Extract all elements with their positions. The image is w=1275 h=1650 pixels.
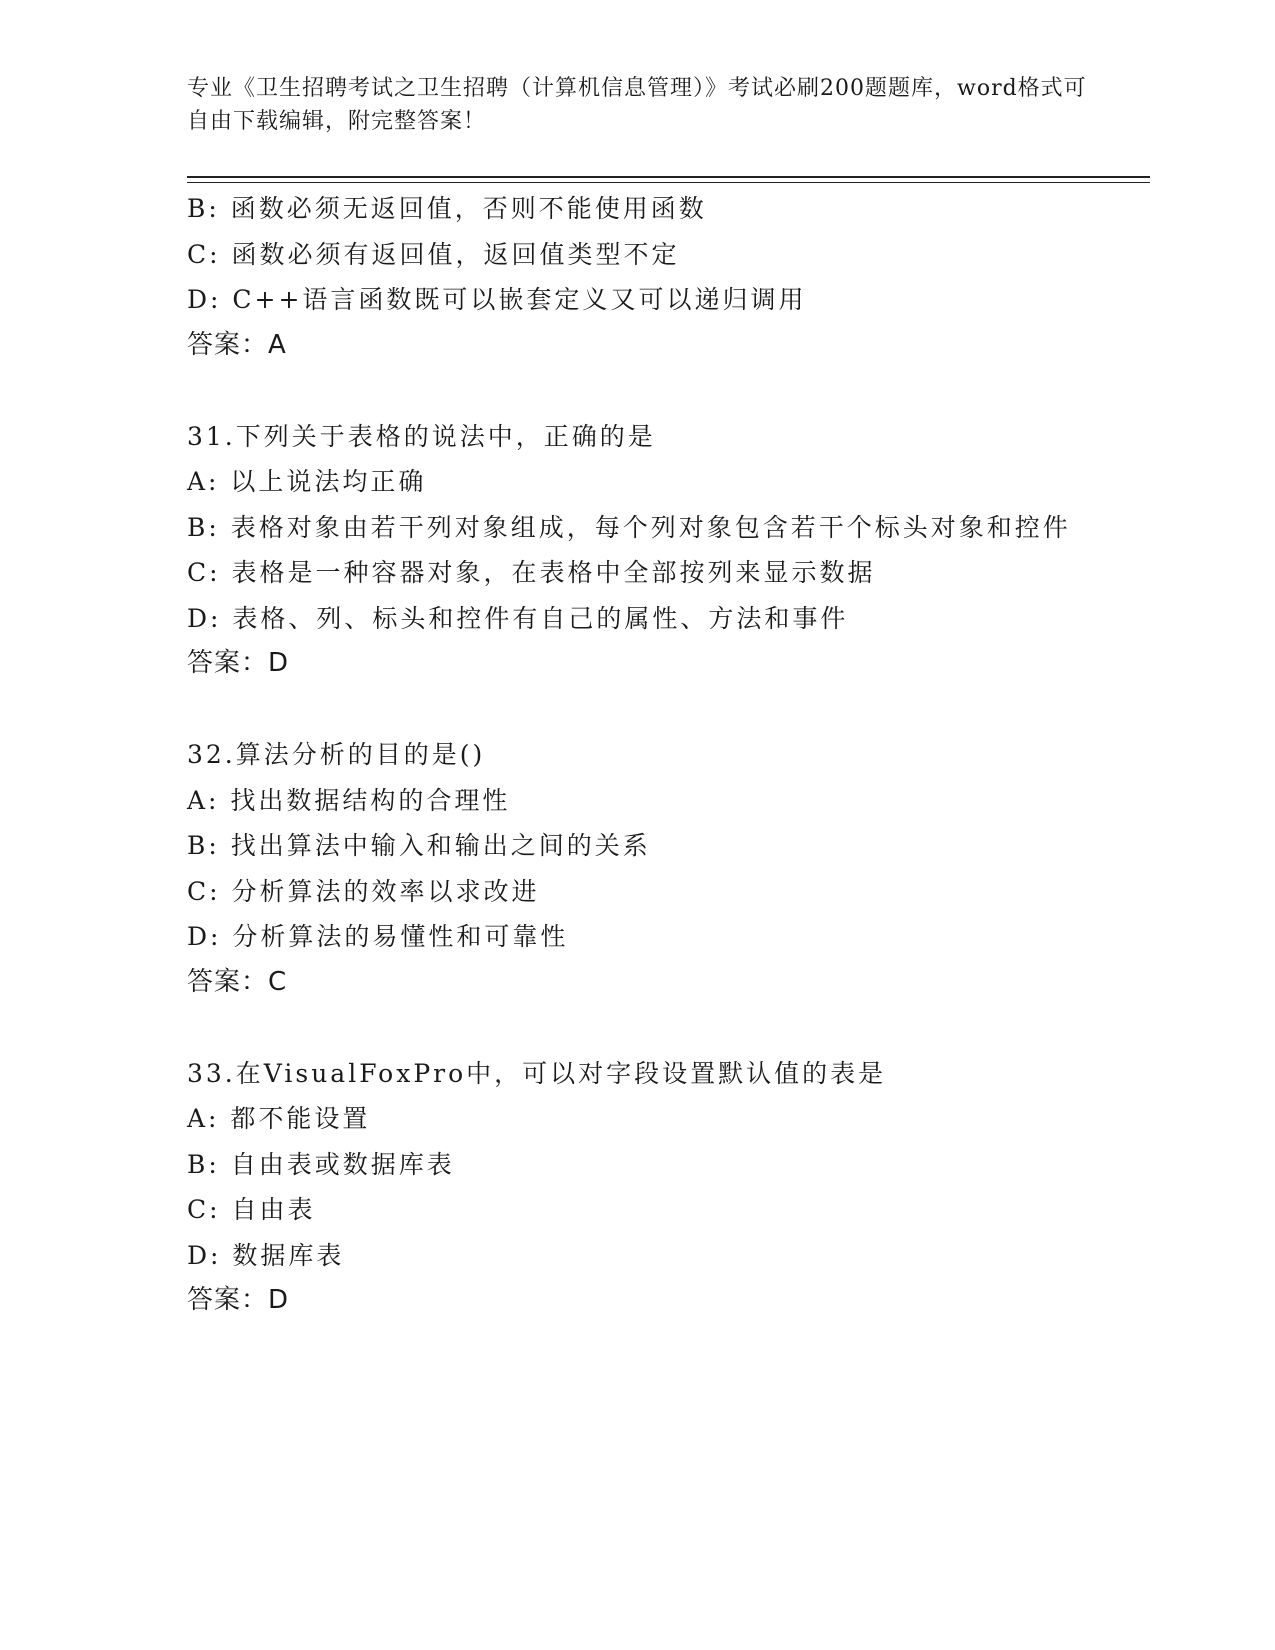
option-a: A: 都不能设置: [187, 1104, 371, 1133]
option-d: D: 表格、列、标头和控件有自己的属性、方法和事件: [187, 603, 849, 633]
option-b: B: 自由表或数据库表: [187, 1149, 455, 1179]
option-c: C: 分析算法的效率以求改进: [187, 876, 540, 906]
option-b: B: 函数必须无返回值，否则不能使用函数: [187, 194, 707, 223]
option-a: A: 找出数据结构的合理性: [187, 785, 511, 815]
option-b: B: 找出算法中输入和输出之间的关系: [187, 831, 651, 860]
option-b: B: 表格对象由若干列对象组成，每个列对象包含若干个标头对象和控件: [187, 512, 1071, 542]
option-d: D: 分析算法的易懂性和可靠性: [187, 922, 569, 951]
option-a: A: 以上说法均正确: [187, 467, 427, 496]
option-d: D: 数据库表: [187, 1240, 345, 1270]
answer: 答案：D: [187, 1285, 290, 1315]
question-33: [187, 1051, 1087, 1324]
question-31: [187, 414, 1087, 687]
header-divider-top: [187, 176, 1150, 178]
answer: 答案：D: [187, 648, 290, 678]
question-32: [187, 732, 1087, 1005]
option-c: C: 自由表: [187, 1195, 316, 1224]
header-divider-bottom: [187, 182, 1150, 183]
answer: 答案：A: [187, 329, 287, 360]
option-d: D: C++语言函数既可以嵌套定义又可以递归调用: [187, 285, 807, 314]
question-list: [187, 186, 1087, 1324]
question-30: [187, 186, 1087, 368]
option-c: C: 表格是一种容器对象，在表格中全部按列来显示数据: [187, 558, 876, 587]
answer: 答案：C: [187, 966, 288, 997]
option-c: C: 函数必须有返回值，返回值类型不定: [187, 239, 680, 269]
question-text: 31.下列关于表格的说法中，正确的是: [187, 421, 656, 451]
question-text: 32.算法分析的目的是(): [187, 740, 486, 769]
document-header: [187, 72, 1087, 138]
header-text: 专业《卫生招聘考试之卫生招聘（计算机信息管理）》考试必刷200题题库，word格式可自由下载编辑，附完整答案！: [187, 76, 1087, 134]
question-text: 33.在VisualFoxPro中，可以对字段设置默认值的表是: [187, 1058, 887, 1088]
